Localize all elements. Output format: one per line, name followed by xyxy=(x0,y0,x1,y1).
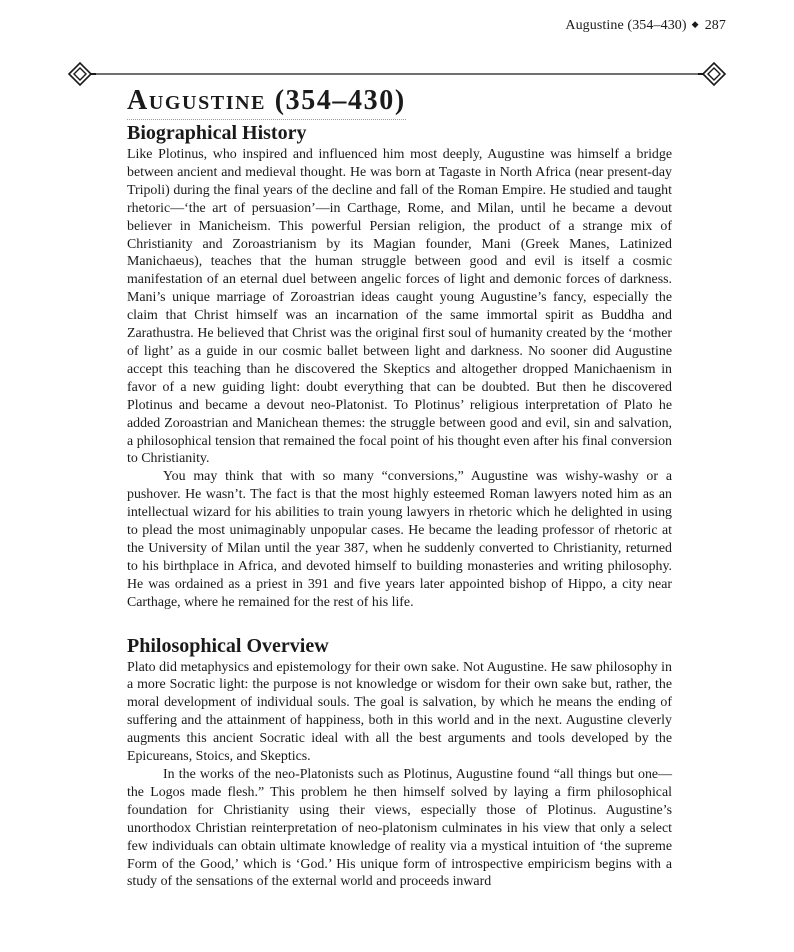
paragraph-overview-1 xyxy=(127,659,672,766)
paragraph-text: Plato did metaphysics and epistemology for their own sake. Not Augustine. He saw philosophy in a more Socratic light: the purpose is not knowledge or wisdom for their own sake but, rather, the moral development of individual souls. The goal is salvation, by which he means the ending of suffering and the attainment of happiness, both in this world and in the next. Augustine cleverly augments this ancient Socratic ideal with all the best arguments and tools developed by the Epicureans, Stoics, and Skeptics. xyxy=(127,659,672,765)
paragraph-biography-1 xyxy=(127,146,672,468)
paragraph-text: You may think that with so many “conversions,” Augustine was wishy-washy or a pushover. He wasn’t. The fact is that the most highly esteemed Roman lawyers noted him as an intellectual wizard for his abilities to train young lawyers in rhetoric which he delighted in using to plead the most unimaginably unpopular cases. He became the leading professor of rhetoric at the University of Milan until the year 387, when he suddenly converted to Christianity, returned to his birthplace in Africa, and devoted himself to building monasteries and writing philosophy. He was ordained as a priest in 391 and five years later appointed bishop of Hippo, a city near Carthage, where he remained for the rest of his life. xyxy=(127,469,672,610)
running-head-title: Augustine (354–430) xyxy=(565,18,687,33)
page-number: 287 xyxy=(704,18,726,33)
section-heading-philosophical-overview: Philosophical Overview xyxy=(127,634,329,657)
left-diamond-ornament-icon xyxy=(69,63,96,85)
paragraph-biography-2 xyxy=(127,468,672,611)
running-head xyxy=(565,18,726,34)
right-diamond-ornament-icon xyxy=(698,63,725,85)
page-body xyxy=(127,84,672,891)
section-heading-biographical-history: Biographical History xyxy=(127,122,307,144)
diamond-separator-icon: ◆ xyxy=(691,19,699,29)
paragraph-text: Like Plotinus, who inspired and influenced him most deeply, Augustine was himself a bridge between ancient and medieval thought. He was born at Tagaste in North Africa (near present-day Tripoli) during the final years of the decline and fall of the Roman Empire. He studied and taught rhetoric—‘the art of persuasion’—in Carthage, Rome, and Milan, until he became a devout believer in Manicheism. This powerful Persian religion, the product of a strange mix of Christianity and Zoroastrianism by its Magian founder, Mani (Greek Manes, Latinized Manichaeus), teaches that the human struggle between good and evil is itself a cosmic manifestation of an eternal duel between angelic forces of light and demonic forces of darkness. Mani’s unique marriage of Zoroastrian ideas caught young Augustine’s fancy, especially the claim that Christ himself was an incarnation of the same immortal spirit as Buddha and Zarathustra. He believed that Christ was the original first soul of humanity created by the ‘mother of light’ as a guide in our cosmic ballet between light and darkness. No sooner did Augustine accept this teaching than he discovered the Skeptics and altogether dropped Manichaenism in favor of a new guiding light: doubt everything that can be doubted. But then he discovered Plotinus and became a devout neo-Platonist. To Plotinus’ religious interpretation of Plato he added Zoroastrian and Manichean themes: the struggle between good and evil, sin and salvation, a philosophical tension that remained the focal point of his thought even after his final conversion to Christianity. xyxy=(127,147,672,467)
paragraph-text: In the works of the neo-Platonists such as Plotinus, Augustine found “all things but one—the Logos made flesh.” This problem he then himself solved by laying a firm philosophical foundation for Christianity using their views, especially those of Plotinus. Augustine’s unorthodox Christian reinterpretation of neo-platonism culminates in his view that only a select few individuals can obtain ultimate knowledge of reality via a mystical intuition of ‘the supreme Form of the Good,’ which is ‘God.’ His unique form of introspective empiricism begins with a study of the sensations of the external world and proceeds inward xyxy=(127,767,672,890)
chapter-title: Augustine (354–430) xyxy=(127,84,406,120)
paragraph-overview-2 xyxy=(127,766,672,891)
